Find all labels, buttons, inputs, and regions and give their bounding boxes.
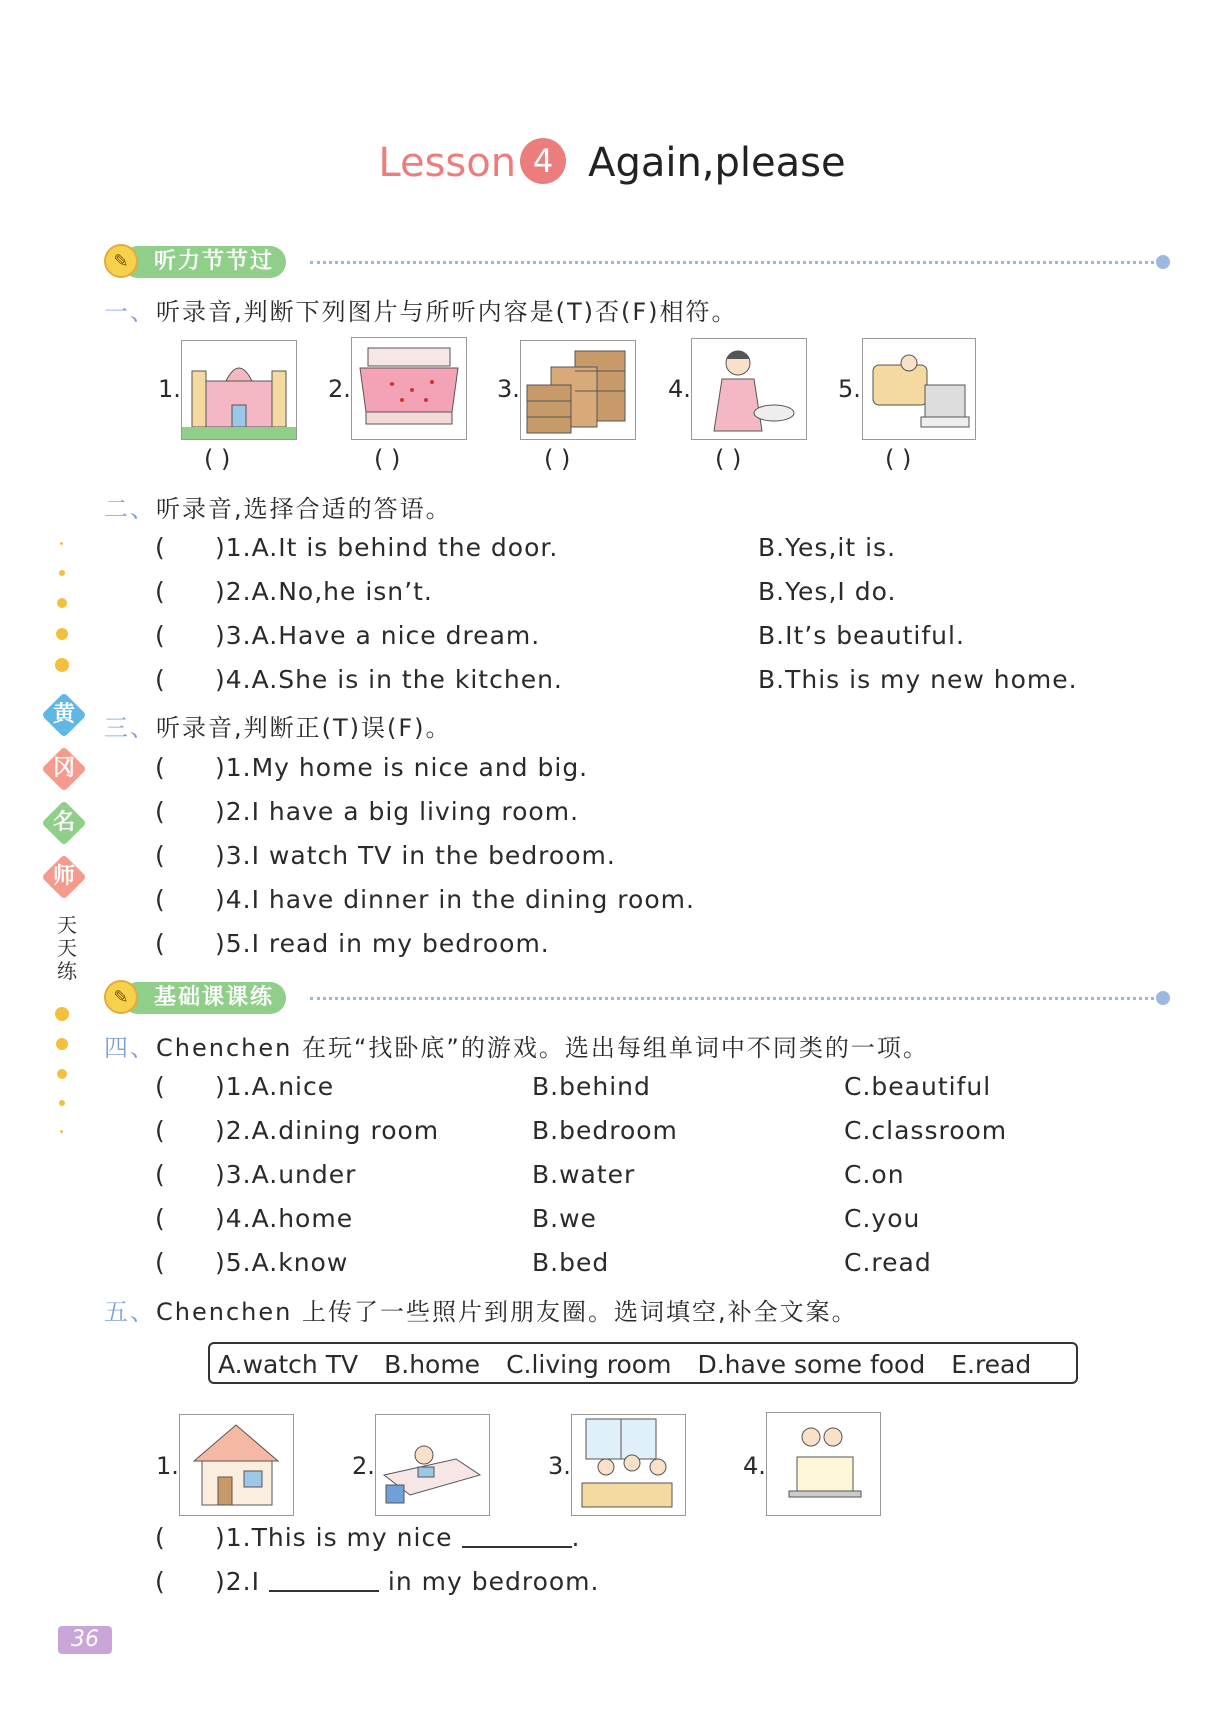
family-eating-icon xyxy=(572,1415,685,1515)
side-dot xyxy=(60,1130,63,1133)
section-instruction: Chenchen 在玩“找卧底”的游戏。选出每组单词中不同类的一项。 xyxy=(156,1034,929,1062)
answer-paren: ( ) xyxy=(374,445,401,473)
option-b: B.This is my new home. xyxy=(758,665,1078,694)
picture-watching-tv xyxy=(766,1412,881,1516)
option-b: B.It’s beautiful. xyxy=(758,621,965,650)
question-row: ( )3.A.Have a nice dream. xyxy=(155,621,541,650)
section-instruction: 听录音,判断下列图片与所听内容是(T)否(F)相符。 xyxy=(156,298,738,326)
title-lesson: Lesson xyxy=(378,140,517,186)
section-instruction: 听录音,选择合适的答语。 xyxy=(156,495,452,523)
divider-end-dot xyxy=(1156,991,1170,1005)
section-instruction: Chenchen 上传了一些照片到朋友圈。选词填空,补全文案。 xyxy=(156,1298,858,1326)
word-option: A.watch TV xyxy=(218,1350,359,1379)
side-char: 师 xyxy=(45,858,83,896)
page-title xyxy=(0,138,1224,186)
option-b: B.bedroom xyxy=(532,1116,678,1145)
bookshelf-icon xyxy=(521,341,635,439)
title-main: Again,please xyxy=(588,140,846,186)
question-row: ( )5.I read in my bedroom. xyxy=(155,929,550,958)
side-dot xyxy=(60,542,63,545)
side-char: 黄 xyxy=(45,696,83,734)
question-row: ( )4.I have dinner in the dining room. xyxy=(155,885,695,914)
word-option: C.living room xyxy=(506,1350,672,1379)
side-dot xyxy=(57,1069,67,1079)
picture-label: 1. xyxy=(156,1452,179,1480)
pencil-icon: ✎ xyxy=(104,244,138,278)
pencil-icon: ✎ xyxy=(104,980,138,1014)
section-3-heading xyxy=(104,708,452,743)
section-number: 五、 xyxy=(104,1298,156,1326)
option-c: C.read xyxy=(844,1248,932,1277)
fill-in-row: ( )1.This is my nice . xyxy=(155,1523,581,1552)
option-c: C.classroom xyxy=(844,1116,1008,1145)
picture-label: 5. xyxy=(838,375,861,403)
picture-bedroom-reading xyxy=(375,1414,490,1516)
option-b: B.Yes,it is. xyxy=(758,533,897,562)
banner-label: 听力节节过 xyxy=(122,246,286,278)
option-c: C.on xyxy=(844,1160,905,1189)
picture-label: 1. xyxy=(158,375,181,403)
option-b: B.bed xyxy=(532,1248,610,1277)
question-row: ( )1.A.nice xyxy=(155,1072,335,1101)
picture-label: 2. xyxy=(352,1452,375,1480)
section-number: 三、 xyxy=(104,714,156,742)
picture-building xyxy=(181,340,297,440)
question-row: ( )3.A.under xyxy=(155,1160,357,1189)
picture-label: 4. xyxy=(743,1452,766,1480)
question-row: ( )5.A.know xyxy=(155,1248,349,1277)
option-c: C.beautiful xyxy=(844,1072,992,1101)
answer-blank[interactable] xyxy=(462,1524,572,1548)
picture-house xyxy=(179,1414,294,1516)
section-number: 二、 xyxy=(104,495,156,523)
picture-label: 4. xyxy=(668,375,691,403)
section-4-heading xyxy=(104,1028,929,1063)
section-number: 一、 xyxy=(104,298,156,326)
question-row: ( )2.I have a big living room. xyxy=(155,797,580,826)
section-instruction: 听录音,判断正(T)误(F)。 xyxy=(156,714,452,742)
question-row: ( )4.A.home xyxy=(155,1204,354,1233)
word-option: D.have some food xyxy=(697,1350,926,1379)
side-vertical-text: 天 天 练 xyxy=(57,913,77,983)
side-char: 冈 xyxy=(45,750,83,788)
side-dot xyxy=(59,1100,65,1106)
option-b: B.we xyxy=(532,1204,597,1233)
side-dot xyxy=(57,598,67,608)
question-row: ( )3.I watch TV in the bedroom. xyxy=(155,841,616,870)
question-row: ( )2.A.No,he isn’t. xyxy=(155,577,433,606)
answer-paren: ( ) xyxy=(715,445,742,473)
side-char: 名 xyxy=(45,804,83,842)
dotted-divider xyxy=(310,261,1160,264)
question-row: ( )4.A.She is in the kitchen. xyxy=(155,665,563,694)
page-number: 36 xyxy=(58,1626,112,1654)
answer-paren: ( ) xyxy=(885,445,912,473)
side-dot xyxy=(56,1038,68,1050)
word-option: E.read xyxy=(951,1350,1032,1379)
watching-tv-icon xyxy=(767,1413,880,1515)
word-option: B.home xyxy=(384,1350,481,1379)
lesson-number-badge: 4 xyxy=(520,138,566,184)
answer-paren: ( ) xyxy=(544,445,571,473)
woman-cooking-icon xyxy=(692,339,806,439)
bed-icon xyxy=(352,338,466,439)
picture-bookshelves xyxy=(520,340,636,440)
option-b: B.Yes,I do. xyxy=(758,577,897,606)
side-dot xyxy=(55,1007,69,1021)
picture-bed xyxy=(351,337,467,440)
section-number: 四、 xyxy=(104,1034,156,1062)
dotted-divider xyxy=(310,997,1160,1000)
section-2-heading xyxy=(104,489,452,524)
picture-family-eating xyxy=(571,1414,686,1516)
question-row: ( )1.My home is nice and big. xyxy=(155,753,589,782)
banner-label: 基础课课练 xyxy=(122,982,286,1014)
option-b: B.water xyxy=(532,1160,636,1189)
picture-label: 3. xyxy=(548,1452,571,1480)
picture-label: 2. xyxy=(328,375,351,403)
question-row: ( )2.A.dining room xyxy=(155,1116,440,1145)
word-bank xyxy=(208,1342,1078,1384)
sofa-tv-icon xyxy=(863,339,975,439)
answer-paren: ( ) xyxy=(204,445,231,473)
picture-woman-cooking xyxy=(691,338,807,440)
question-row: ( )1.A.It is behind the door. xyxy=(155,533,559,562)
side-dot xyxy=(56,628,68,640)
picture-label: 3. xyxy=(497,375,520,403)
section-5-heading xyxy=(104,1292,858,1327)
house-icon xyxy=(180,1415,293,1515)
divider-end-dot xyxy=(1156,255,1170,269)
answer-blank[interactable] xyxy=(269,1568,379,1592)
picture-sofa-tv xyxy=(862,338,976,440)
fill-in-row: ( )2.I in my bedroom. xyxy=(155,1567,600,1596)
building-icon xyxy=(182,341,296,439)
option-b: B.behind xyxy=(532,1072,651,1101)
option-c: C.you xyxy=(844,1204,921,1233)
bedroom-reading-icon xyxy=(376,1415,489,1515)
section-1-heading xyxy=(104,292,738,327)
side-dot xyxy=(55,658,69,672)
side-dot xyxy=(59,570,65,576)
